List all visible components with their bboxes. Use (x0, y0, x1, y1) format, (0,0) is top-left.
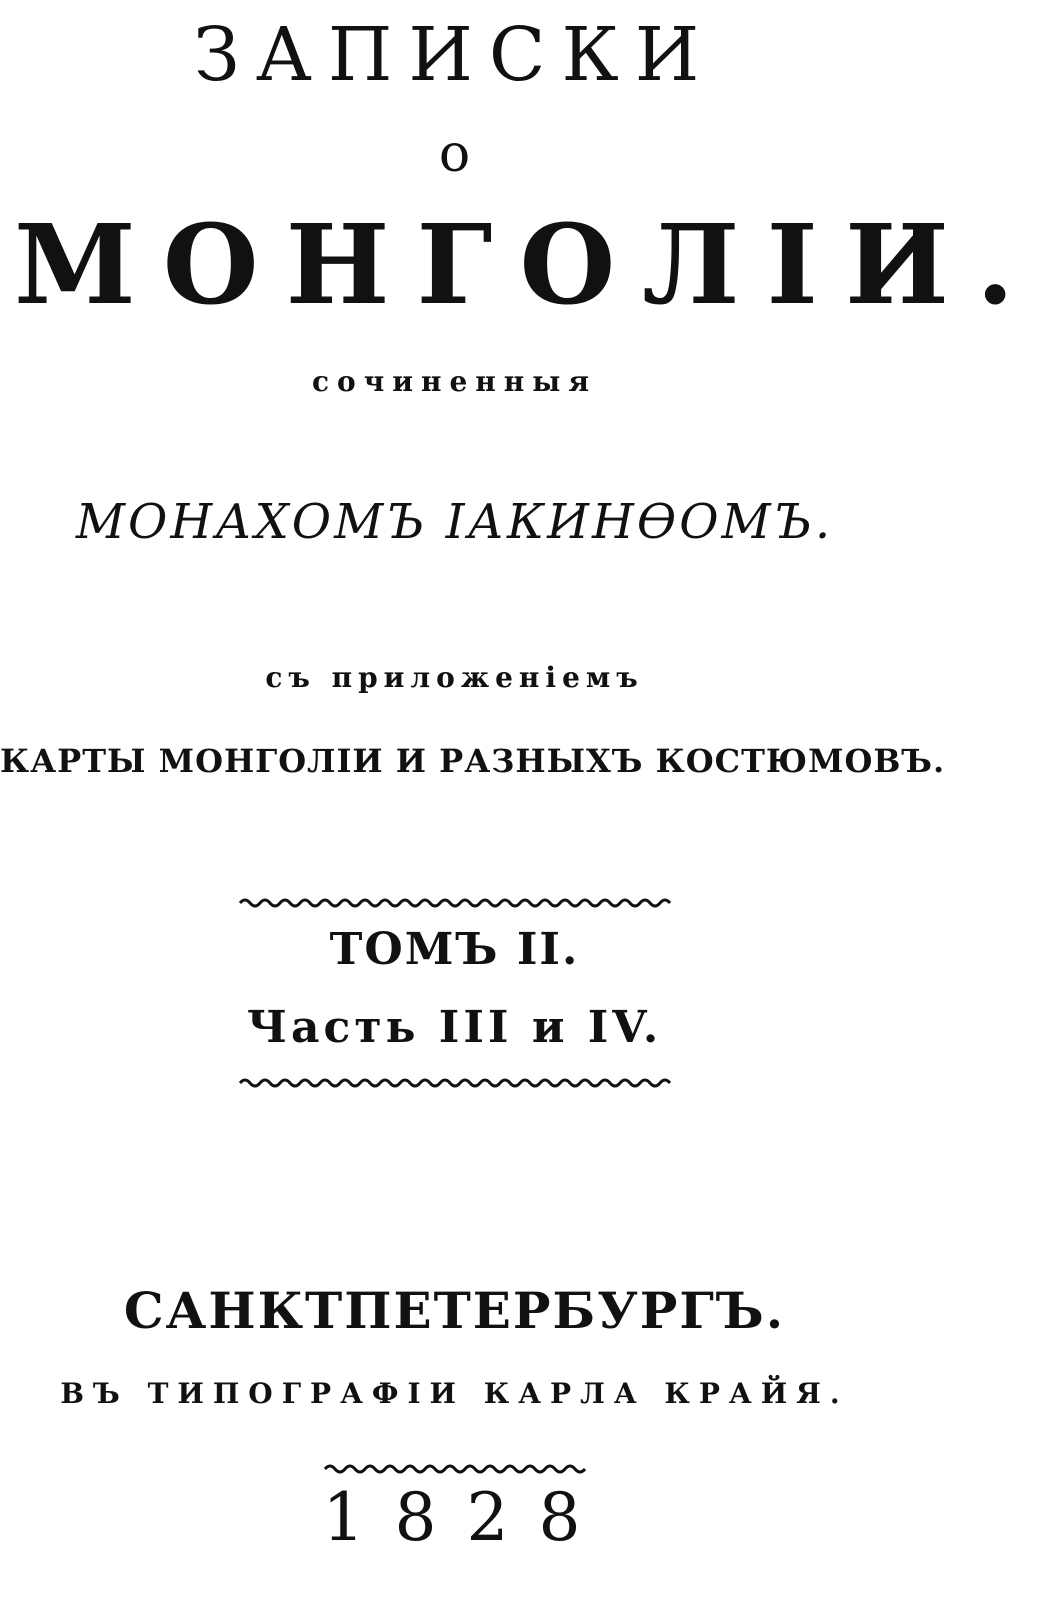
composed-by-line: сочиненныя (311, 365, 598, 398)
author-line: МОНАХОМЪ ІАКИНѲОМЪ. (75, 494, 834, 550)
appendix-intro: съ приложеніемъ (265, 661, 644, 694)
printer-line: ВЪ ТИПОГРАФІИ КАРЛА КРАЙЯ. (60, 1377, 849, 1410)
title-line-1: ЗАПИСКИ (193, 12, 716, 98)
ornamental-rule-middle (0, 1076, 909, 1090)
main-title: МОНГОЛІИ. (14, 200, 1041, 329)
publication-year: 1828 (322, 1479, 611, 1556)
parts-line: Часть III и IV. (246, 1002, 663, 1053)
title-line-2: о (438, 124, 471, 184)
appendix-content: КАРТЫ МОНГОЛІИ И РАЗНЫХЪ КОСТЮМОВЪ. (0, 742, 946, 780)
ornamental-rule-top (0, 896, 909, 910)
city-line: САНКТПЕТЕРБУРГЪ. (123, 1281, 786, 1340)
volume-line: ТОМЪ II. (329, 924, 580, 975)
ornamental-rule-bottom (0, 1462, 909, 1476)
